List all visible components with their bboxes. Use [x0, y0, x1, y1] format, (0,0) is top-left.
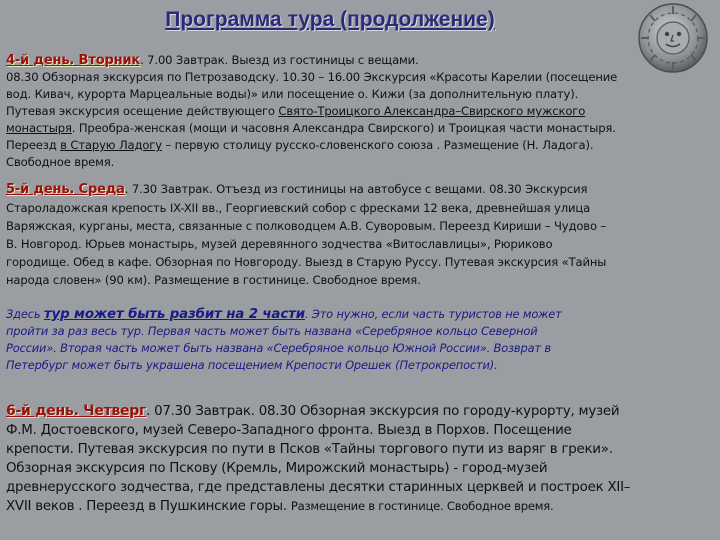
day5-section [6, 180, 712, 289]
day6-text-6a: XVII веков . Переезд в Пушкинские горы. [6, 499, 291, 514]
tour-split-note [6, 306, 712, 374]
day4-text-6b: – первую столицу русско-словенского союза . Размещение (Н. Ладога). [161, 138, 594, 152]
day6-section [6, 402, 712, 516]
day4-text-6a: Переезд [6, 138, 61, 152]
day4-text-1: . 7.00 Завтрак. Выезд из гостиницы с вещами. [140, 53, 419, 67]
day5-line-6: народа словен» (90 км). Размещение в гостинице. Свободное время. [6, 273, 421, 287]
day4-text-4a: Путевая экскурсия осещение действующего [6, 104, 279, 118]
monastery-link-cont: монастыря [6, 121, 72, 135]
day5-line-4: В. Новгород. Юрьев монастырь, музей деревянного зодчества «Витославлицы», Рюриково [6, 237, 553, 251]
day4-text-5b: . Преобра-женская (мощи и часовня Александра Свирского) и Троицкая части монастыря. [71, 121, 616, 135]
day6-text-1: . 07.30 Завтрак. 08.30 Обзорная экскурсия по городу-курорту, музей [146, 404, 620, 419]
day4-line-3: вод. Кивач, курорта Марцеальные воды)» или посещение о. Кижи (за дополнительную плату). [6, 87, 579, 101]
day4-heading: 4-й день. Вторник [6, 53, 141, 68]
note-emphasis: тур может быть разбит на 2 части [43, 307, 305, 322]
day5-line-2: Староладожская крепость IX-XII вв., Георгиевский собор с фресками 12 века, древнейшая улица [6, 201, 591, 215]
note-line-2: пройти за раз весь тур. Первая часть может быть названа «Серебряное кольцо Северной [6, 324, 538, 338]
day5-line-5: городище. Обед в кафе. Обзорная по Новгороду. Выезд в Старую Руссу. Путевая экскурсия «Тайны [6, 255, 607, 269]
day4-line-4 [6, 103, 712, 120]
staraya-ladoga-link: в Старую Ладогу [60, 138, 162, 152]
day4-line-7: Свободное время. [6, 155, 115, 169]
note-line-3: России». Вторая часть может быть названа «Серебряное кольцо Южной России». Возврат в [6, 341, 551, 355]
day4-line-2: 08.30 Обзорная экскурсия по Петрозаводску. 10.30 – 16.00 Экскурсия «Красоты Карелии (посещение [6, 70, 618, 84]
day5-line-3: Варяжская, курганы, места, связанные с полководцем А.В. Суворовым. Переезд Кириши – Чудово – [6, 219, 607, 233]
day5-line-1 [6, 180, 712, 199]
day5-heading: 5-й день. Среда [6, 182, 125, 197]
note-line-4: Петербург может быть украшена посещением Крепости Орешек (Петрокрепости). [6, 358, 498, 372]
day6-line-2: Ф.М. Достоевского, музей Северо-Западного фронта. Выезд в Порхов. Посещение [6, 423, 572, 438]
monastery-link: Свято-Троицкого Александра–Свирского мужского [278, 104, 586, 118]
day4-line-6 [6, 137, 712, 154]
note-text-1b: . Это нужно, если часть туристов не может [304, 307, 562, 321]
day4-line-5 [6, 120, 712, 137]
day4-section [6, 52, 712, 171]
note-text-1a: Здесь [6, 307, 44, 321]
day4-line-1 [6, 52, 712, 69]
day6-line-1 [6, 402, 712, 421]
day6-text-6b: Размещение в гостинице. Свободное время. [290, 499, 554, 513]
day6-line-5: древнерусского зодчества, где представлены десятки старинных церквей и построек XII– [6, 480, 631, 495]
day6-heading: 6-й день. Четверг [6, 403, 147, 419]
note-line-1 [6, 306, 712, 323]
day6-line-6 [6, 497, 712, 516]
day5-text-1: . 7.30 Завтрак. Отъезд из гостиницы на автобусе с вещами. 08.30 Экскурсия [124, 182, 588, 196]
day6-line-4: Обзорная экскурсия по Пскову (Кремль, Мирожский монастырь) - город-музей [6, 461, 548, 476]
day6-line-3: крепости. Путевая экскурсия по пути в Псков «Тайны торгового пути из варяг в греки». [6, 442, 613, 457]
page-title: Программа тура (продолжение) [165, 8, 495, 31]
